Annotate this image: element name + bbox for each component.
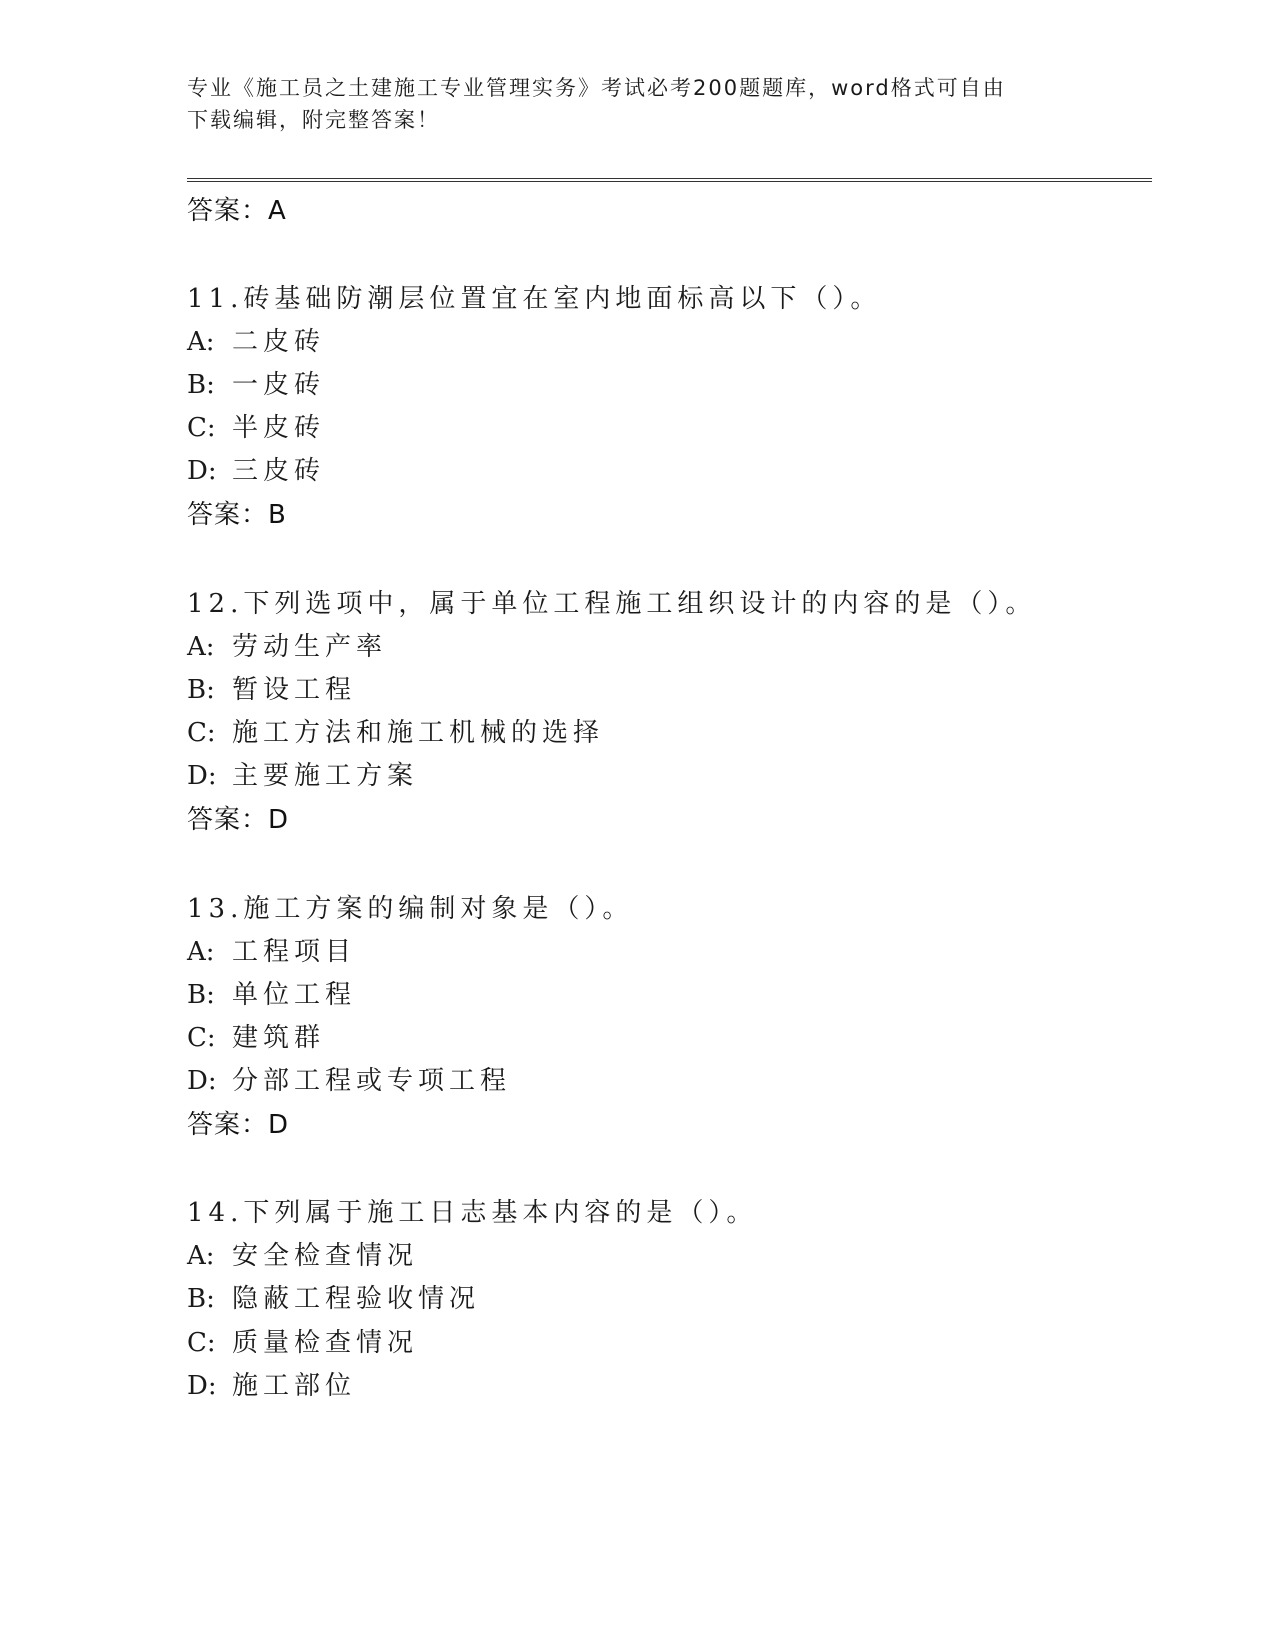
option-11-c	[187, 407, 325, 444]
option-key: A:	[187, 327, 215, 357]
option-14-b	[187, 1278, 480, 1315]
option-text: 建筑群	[232, 1023, 326, 1053]
option-13-a	[187, 931, 356, 968]
option-text: 三皮砖	[232, 456, 326, 486]
option-key: C:	[187, 718, 216, 748]
option-text: 隐蔽工程验收情况	[232, 1284, 481, 1314]
document-header	[187, 72, 1067, 136]
answer-12: 答案：D	[187, 805, 290, 835]
option-12-c	[187, 712, 604, 749]
option-text: 施工方法和施工机械的选择	[232, 718, 605, 748]
option-key: B:	[187, 980, 215, 1010]
option-12-d	[187, 755, 418, 792]
option-key: C:	[187, 1328, 216, 1358]
option-12-b	[187, 669, 356, 706]
option-text: 半皮砖	[232, 413, 326, 443]
option-key: B:	[187, 370, 215, 400]
header-line-2: 下载编辑，附完整答案！	[187, 108, 440, 132]
option-key: D:	[187, 761, 217, 791]
option-14-a	[187, 1235, 418, 1272]
option-key: A:	[187, 1241, 215, 1271]
answer-13: 答案：D	[187, 1110, 290, 1140]
answer-previous: 答案：A	[187, 196, 287, 226]
option-text: 质量检查情况	[232, 1328, 419, 1358]
question-14: 14.下列属于施工日志基本内容的是（）。	[187, 1198, 758, 1228]
option-13-b	[187, 974, 356, 1011]
option-key: A:	[187, 937, 215, 967]
option-key: A:	[187, 632, 215, 662]
option-key: B:	[187, 675, 215, 705]
option-text: 分部工程或专项工程	[232, 1066, 512, 1096]
header-line-1: 专业《施工员之土建施工专业管理实务》考试必考200题题库，word格式可自由	[187, 76, 1006, 100]
option-11-b	[187, 364, 325, 401]
option-13-c	[187, 1017, 325, 1054]
option-key: D:	[187, 1066, 217, 1096]
option-text: 安全检查情况	[232, 1241, 419, 1271]
question-11: 11.砖基础防潮层位置宜在室内地面标高以下（）。	[187, 284, 882, 314]
question-13: 13.施工方案的编制对象是（）。	[187, 894, 634, 924]
option-text: 主要施工方案	[232, 761, 419, 791]
option-key: C:	[187, 413, 216, 443]
option-text: 工程项目	[232, 937, 357, 967]
option-13-d	[187, 1060, 511, 1097]
header-divider	[187, 178, 1152, 182]
question-12: 12.下列选项中，属于单位工程施工组织设计的内容的是（）。	[187, 589, 1037, 619]
option-11-a	[187, 321, 325, 358]
option-text: 施工部位	[232, 1371, 357, 1401]
option-text: 一皮砖	[232, 370, 326, 400]
option-12-a	[187, 626, 387, 663]
option-key: D:	[187, 1371, 217, 1401]
option-11-d	[187, 450, 325, 487]
option-text: 单位工程	[232, 980, 357, 1010]
option-key: B:	[187, 1284, 215, 1314]
option-text: 劳动生产率	[232, 632, 388, 662]
option-text: 暂设工程	[232, 675, 357, 705]
option-text: 二皮砖	[232, 327, 326, 357]
answer-11: 答案：B	[187, 500, 287, 530]
option-key: C:	[187, 1023, 216, 1053]
option-14-d	[187, 1365, 356, 1402]
option-14-c	[187, 1322, 418, 1359]
option-key: D:	[187, 456, 217, 486]
